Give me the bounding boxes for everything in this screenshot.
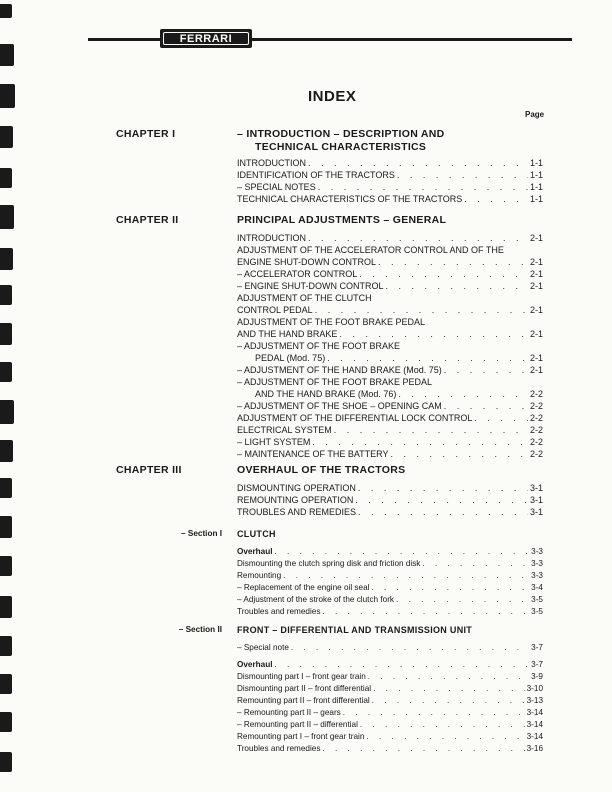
leader-dots bbox=[343, 707, 525, 719]
toc-entry bbox=[237, 683, 543, 695]
toc-page: 3-16 bbox=[526, 744, 543, 753]
index-tab-mark bbox=[0, 636, 12, 656]
chapter-1-label: CHAPTER I bbox=[116, 128, 176, 140]
toc-page: 2-1 bbox=[529, 257, 543, 267]
toc-entry bbox=[237, 570, 543, 582]
toc-page: 2-2 bbox=[529, 389, 543, 399]
logo-text: FERRARI bbox=[163, 32, 249, 45]
index-tab-mark bbox=[0, 84, 15, 108]
toc-entry bbox=[237, 169, 543, 181]
toc-label: Troubles and remedies bbox=[237, 607, 321, 616]
toc-entry bbox=[237, 594, 543, 606]
page-title: INDEX bbox=[308, 88, 357, 105]
leader-dots bbox=[368, 671, 529, 683]
index-tab-mark bbox=[0, 556, 12, 576]
toc-label: TECHNICAL CHARACTERISTICS OF THE TRACTORS bbox=[237, 194, 463, 204]
leader-dots bbox=[396, 594, 529, 606]
toc-page: 3-14 bbox=[526, 708, 543, 717]
toc-page: 2-2 bbox=[529, 413, 543, 423]
leader-dots bbox=[275, 659, 530, 671]
leader-dots bbox=[366, 731, 524, 743]
index-tab-mark bbox=[0, 400, 14, 424]
toc-label: – Adjustment of the stroke of the clutch fork bbox=[237, 595, 395, 604]
chapter-1-heading-line1: – INTRODUCTION – DESCRIPTION AND bbox=[237, 128, 445, 140]
toc-label: – MAINTENANCE OF THE BATTERY bbox=[237, 449, 389, 459]
toc-line: ADJUSTMENT OF THE ACCELERATOR CONTROL AND OF THE bbox=[237, 245, 504, 255]
index-tab-mark bbox=[0, 596, 12, 618]
leader-dots bbox=[397, 169, 528, 181]
toc-page: 3-3 bbox=[531, 559, 543, 568]
toc-page: 3-13 bbox=[526, 696, 543, 705]
index-tab-mark bbox=[0, 712, 12, 732]
toc-entry bbox=[237, 400, 543, 412]
leader-dots bbox=[444, 400, 528, 412]
toc-page: 2-1 bbox=[529, 305, 543, 315]
leader-dots bbox=[275, 546, 530, 558]
toc-label: – ACCELERATOR CONTROL bbox=[237, 269, 358, 279]
toc-line: – ADJUSTMENT OF THE FOOT BRAKE PEDAL bbox=[237, 377, 433, 387]
leader-dots bbox=[334, 424, 528, 436]
toc-entry bbox=[237, 268, 543, 280]
chapter-3-label: CHAPTER III bbox=[116, 464, 182, 476]
leader-dots bbox=[464, 193, 528, 205]
leader-dots bbox=[308, 232, 528, 244]
toc-entry bbox=[237, 642, 543, 654]
toc-label: ADJUSTMENT OF THE DIFFERENTIAL LOCK CONTROL bbox=[237, 413, 473, 423]
toc-label: ELECTRICAL SYSTEM bbox=[237, 425, 332, 435]
toc-label: Overhaul bbox=[237, 547, 273, 556]
index-tab-mark bbox=[0, 478, 12, 498]
toc-label: Remounting part II – front differential bbox=[237, 696, 370, 705]
index-tab-mark bbox=[0, 4, 12, 18]
leader-dots bbox=[355, 494, 528, 506]
toc-line: – ADJUSTMENT OF THE FOOT BRAKE bbox=[237, 341, 401, 351]
toc-page: 2-1 bbox=[529, 353, 543, 363]
toc-entry bbox=[237, 304, 543, 316]
toc-label: Remounting bbox=[237, 571, 282, 580]
toc-entry bbox=[237, 364, 543, 376]
index-tab-mark bbox=[0, 674, 12, 694]
toc-label: TROUBLES AND REMEDIES bbox=[237, 507, 357, 517]
index-tab-mark bbox=[0, 44, 14, 66]
toc-entry bbox=[237, 546, 543, 558]
leader-dots bbox=[315, 304, 528, 316]
section-2-heading: FRONT – DIFFERENTIAL AND TRANSMISSION UNIT bbox=[237, 625, 473, 635]
toc-page: 2-1 bbox=[529, 269, 543, 279]
leader-dots bbox=[474, 412, 528, 424]
toc-page: 2-1 bbox=[529, 365, 543, 375]
toc-entry bbox=[237, 731, 543, 743]
index-tab-mark bbox=[0, 205, 14, 229]
toc-entry bbox=[237, 606, 543, 618]
leader-dots bbox=[398, 388, 528, 400]
header-rule-right bbox=[252, 38, 572, 41]
toc-page: 3-5 bbox=[531, 595, 543, 604]
index-tab-mark bbox=[0, 752, 12, 772]
toc-label: AND THE HAND BRAKE (Mod. 76) bbox=[255, 389, 397, 399]
index-tab-mark bbox=[0, 285, 12, 305]
toc-label: Troubles and remedies bbox=[237, 744, 321, 753]
toc-label: INTRODUCTION bbox=[237, 158, 306, 168]
toc-page: 1-1 bbox=[529, 182, 543, 192]
toc-page: 3-1 bbox=[529, 483, 543, 493]
toc-page: 3-10 bbox=[526, 684, 543, 693]
toc-label: – ADJUSTMENT OF THE SHOE – OPENING CAM bbox=[237, 401, 442, 411]
toc-line: ADJUSTMENT OF THE CLUTCH bbox=[237, 293, 372, 303]
ferrari-logo bbox=[160, 29, 252, 48]
toc-page: 2-1 bbox=[529, 281, 543, 291]
toc-page: 3-3 bbox=[531, 571, 543, 580]
toc-entry bbox=[255, 388, 543, 400]
toc-page: 3-4 bbox=[531, 583, 543, 592]
leader-dots bbox=[312, 436, 528, 448]
index-tab-mark bbox=[0, 168, 12, 188]
toc-label: – ENGINE SHUT-DOWN CONTROL bbox=[237, 281, 384, 291]
toc-page: 2-2 bbox=[529, 401, 543, 411]
index-tab-mark bbox=[0, 440, 13, 462]
leader-dots bbox=[322, 743, 524, 755]
toc-label: – ADJUSTMENT OF THE HAND BRAKE (Mod. 75) bbox=[237, 365, 442, 375]
toc-entry bbox=[237, 582, 543, 594]
toc-entry bbox=[237, 181, 543, 193]
toc-page: 2-1 bbox=[529, 233, 543, 243]
toc-entry bbox=[237, 558, 543, 570]
toc-label: Dismounting part II – front differential bbox=[237, 684, 372, 693]
toc-label: REMOUNTING OPERATION bbox=[237, 495, 354, 505]
toc-page: 3-5 bbox=[531, 607, 543, 616]
toc-entry bbox=[237, 671, 543, 683]
leader-dots bbox=[391, 448, 528, 460]
toc-entry bbox=[237, 328, 543, 340]
section-1-heading: CLUTCH bbox=[237, 529, 276, 539]
section-1-label: – Section I bbox=[181, 529, 222, 538]
toc-entry bbox=[237, 695, 543, 707]
toc-entry bbox=[237, 482, 543, 494]
toc-label: – Remounting part II – gears bbox=[237, 708, 341, 717]
toc-page: 1-1 bbox=[529, 158, 543, 168]
toc-page: 3-9 bbox=[531, 672, 543, 681]
toc-entry bbox=[237, 743, 543, 755]
toc-label: IDENTIFICATION OF THE TRACTORS bbox=[237, 170, 395, 180]
leader-dots bbox=[360, 719, 525, 731]
toc-label: DISMOUNTING OPERATION bbox=[237, 483, 356, 493]
leader-dots bbox=[386, 280, 528, 292]
toc-page: 2-2 bbox=[529, 437, 543, 447]
leader-dots bbox=[422, 558, 529, 570]
toc-entry bbox=[237, 436, 543, 448]
toc-entry bbox=[255, 352, 543, 364]
leader-dots bbox=[358, 506, 528, 518]
chapter-2-heading: PRINCIPAL ADJUSTMENTS – GENERAL bbox=[237, 214, 447, 226]
toc-page: 3-14 bbox=[526, 732, 543, 741]
leader-dots bbox=[318, 181, 528, 193]
toc-entry bbox=[237, 280, 543, 292]
leader-dots bbox=[359, 268, 528, 280]
toc-label: AND THE HAND BRAKE bbox=[237, 329, 338, 339]
toc-entry bbox=[237, 659, 543, 671]
toc-entry bbox=[237, 448, 543, 460]
toc-page: 1-1 bbox=[529, 194, 543, 204]
toc-page: 3-14 bbox=[526, 720, 543, 729]
toc-entry bbox=[237, 256, 543, 268]
toc-label: ENGINE SHUT-DOWN CONTROL bbox=[237, 257, 377, 267]
leader-dots bbox=[371, 582, 529, 594]
toc-entry bbox=[237, 707, 543, 719]
toc-entry bbox=[237, 412, 543, 424]
toc-page: 2-2 bbox=[529, 425, 543, 435]
index-tab-mark bbox=[0, 516, 12, 538]
header-rule-left bbox=[88, 38, 160, 41]
toc-line: ADJUSTMENT OF THE FOOT BRAKE PEDAL bbox=[237, 317, 426, 327]
toc-page: 3-7 bbox=[531, 660, 543, 669]
toc-label: – Special note bbox=[237, 643, 289, 652]
leader-dots bbox=[373, 683, 525, 695]
toc-page: 1-1 bbox=[529, 170, 543, 180]
toc-page: 3-1 bbox=[529, 507, 543, 517]
toc-label: Overhaul bbox=[237, 660, 273, 669]
index-tab-mark bbox=[0, 362, 12, 382]
toc-entry bbox=[237, 193, 543, 205]
leader-dots bbox=[339, 328, 528, 340]
toc-entry bbox=[237, 157, 543, 169]
leader-dots bbox=[327, 352, 528, 364]
toc-label: Dismounting the clutch spring disk and friction disk bbox=[237, 559, 421, 568]
leader-dots bbox=[308, 157, 528, 169]
toc-entry bbox=[237, 494, 543, 506]
leader-dots bbox=[358, 482, 528, 494]
chapter-2-label: CHAPTER II bbox=[116, 214, 179, 226]
toc-entry bbox=[237, 424, 543, 436]
toc-entry bbox=[237, 506, 543, 518]
leader-dots bbox=[283, 570, 529, 582]
index-tab-mark bbox=[0, 248, 13, 270]
toc-label: INTRODUCTION bbox=[237, 233, 306, 243]
index-tab-mark bbox=[0, 323, 12, 345]
toc-page: 3-7 bbox=[531, 643, 543, 652]
leader-dots bbox=[322, 606, 529, 618]
toc-page: 3-3 bbox=[531, 547, 543, 556]
toc-label: – LIGHT SYSTEM bbox=[237, 437, 311, 447]
section-2-label: – Section II bbox=[178, 625, 222, 634]
leader-dots bbox=[378, 256, 528, 268]
toc-label: – Remounting part II – differential bbox=[237, 720, 358, 729]
toc-page: 2-1 bbox=[529, 329, 543, 339]
toc-label: – SPECIAL NOTES bbox=[237, 182, 316, 192]
toc-label: Dismounting part I – front gear train bbox=[237, 672, 366, 681]
leader-dots bbox=[372, 695, 525, 707]
index-tab-mark bbox=[0, 126, 13, 148]
toc-page: 3-1 bbox=[529, 495, 543, 505]
toc-label: Remounting part I – front gear train bbox=[237, 732, 365, 741]
toc-label: PEDAL (Mod. 75) bbox=[255, 353, 326, 363]
chapter-1-heading-line2: TECHNICAL CHARACTERISTICS bbox=[255, 141, 427, 153]
toc-label: CONTROL PEDAL bbox=[237, 305, 313, 315]
leader-dots bbox=[444, 364, 528, 376]
leader-dots bbox=[291, 642, 529, 654]
page-column-label: Page bbox=[525, 110, 545, 119]
toc-entry bbox=[237, 232, 543, 244]
chapter-3-heading: OVERHAUL OF THE TRACTORS bbox=[237, 464, 406, 476]
toc-entry bbox=[237, 719, 543, 731]
toc-page: 2-2 bbox=[529, 449, 543, 459]
toc-label: – Replacement of the engine oil seal bbox=[237, 583, 370, 592]
